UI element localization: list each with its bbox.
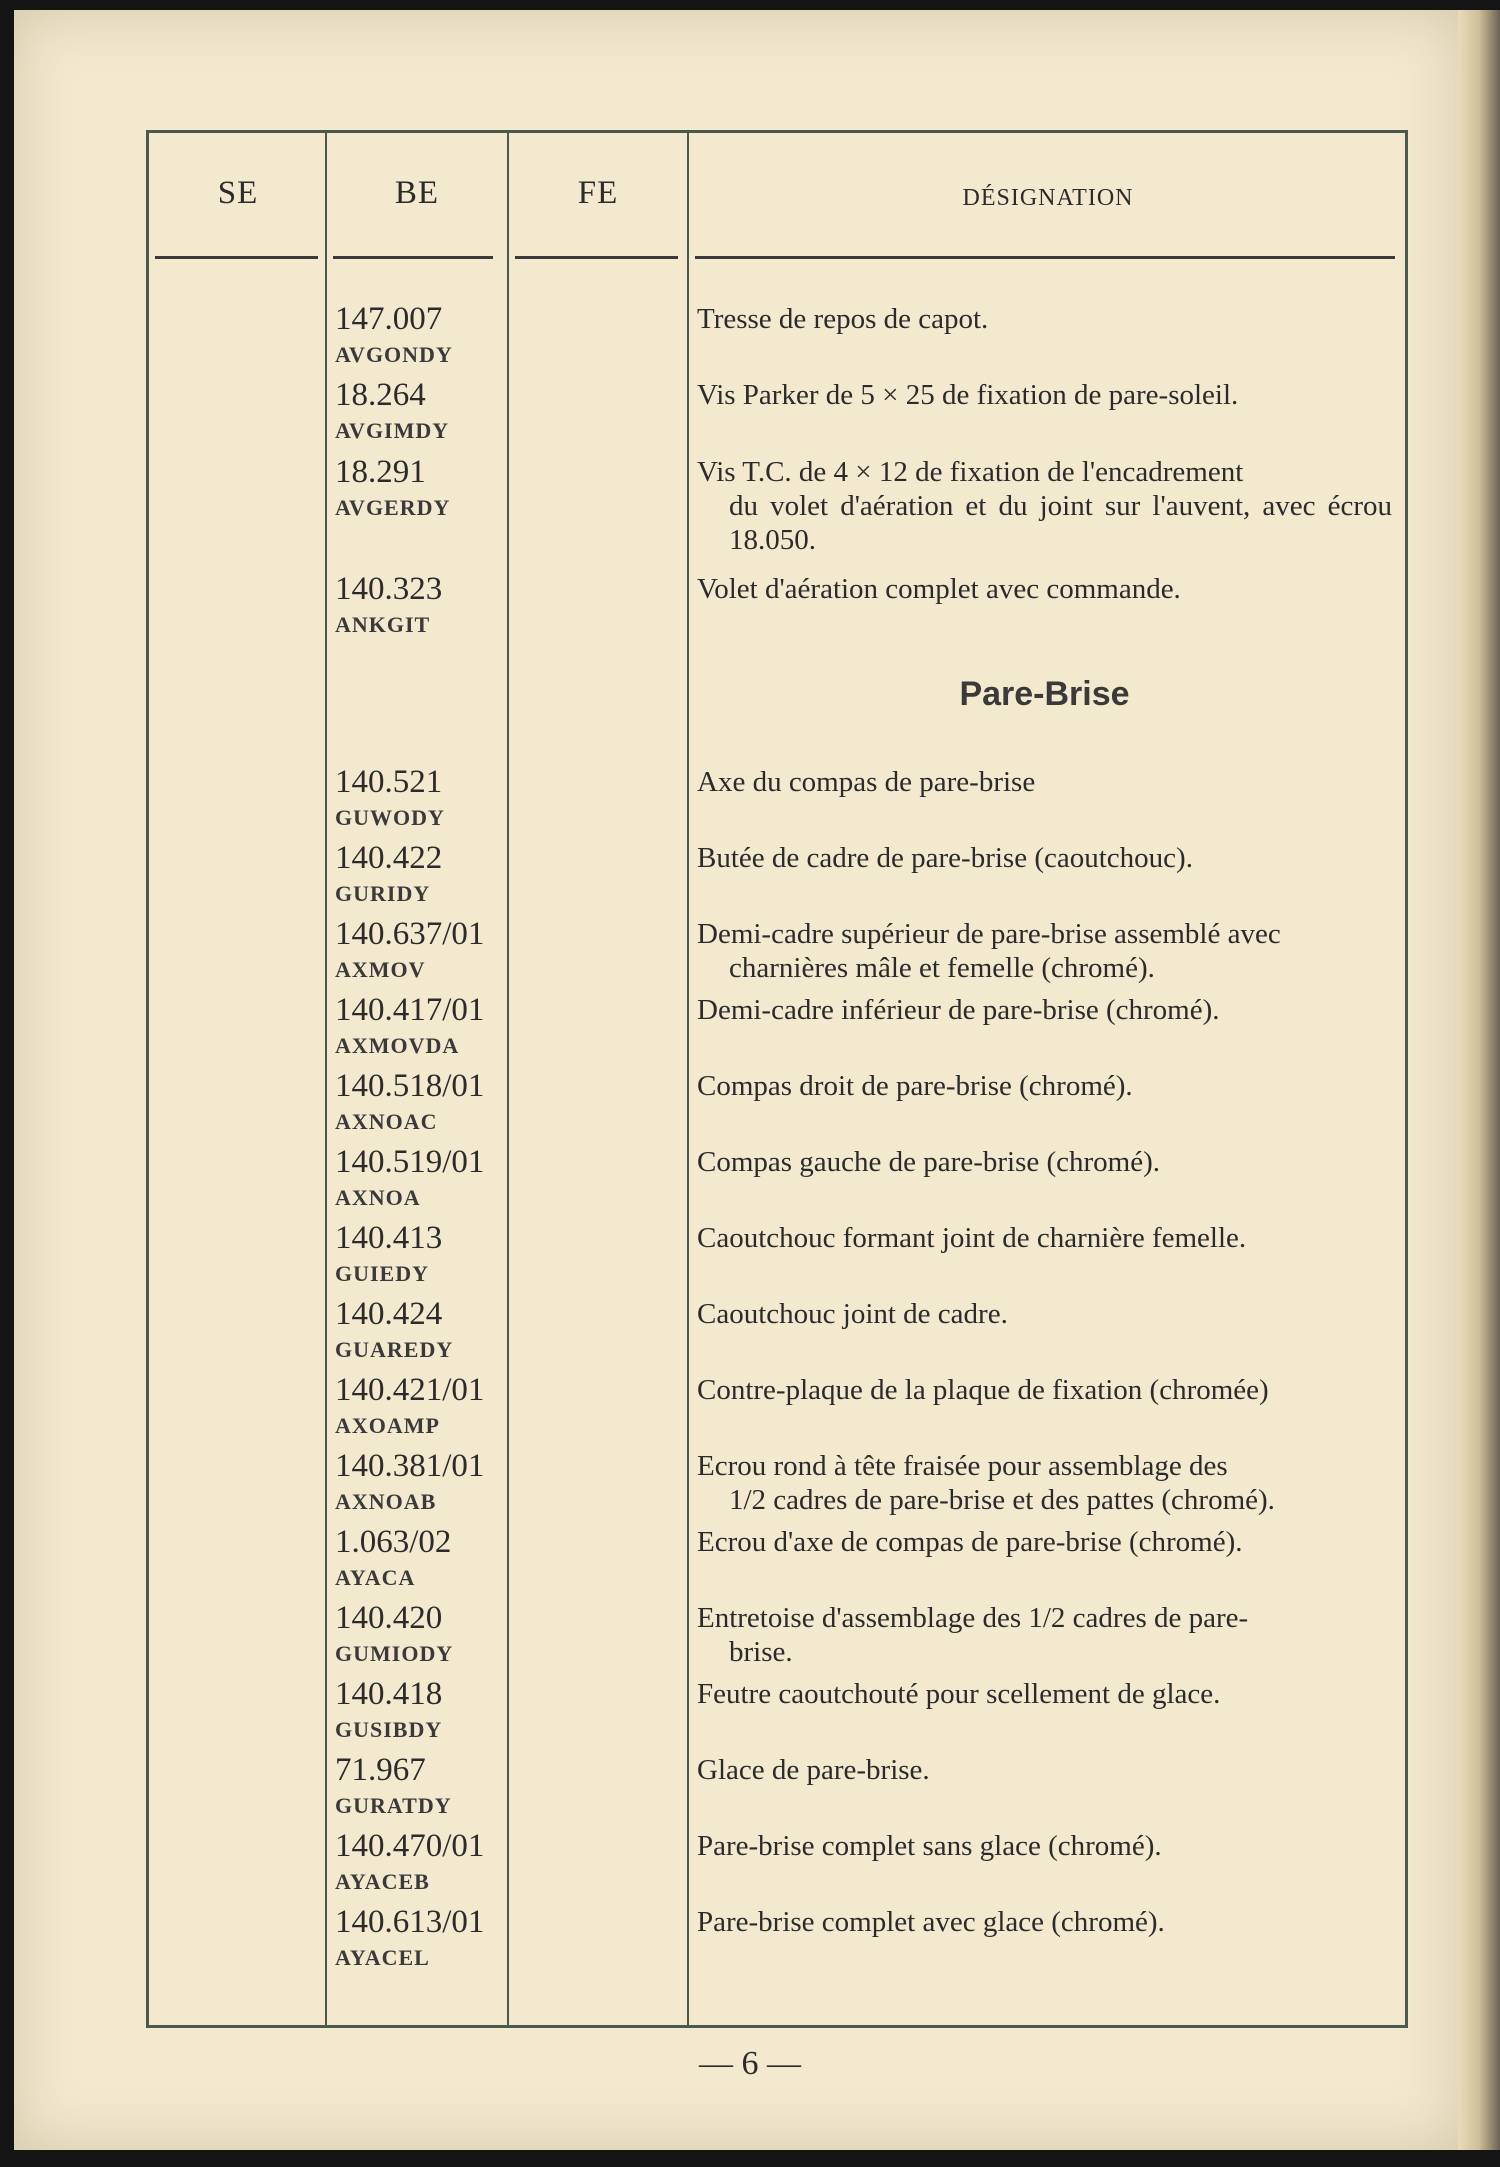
part-number: 140.417/01 — [335, 992, 485, 1028]
part-number: 140.421/01 — [335, 1372, 485, 1408]
designation-continuation: du volet d'aération et du joint sur l'auvent, avec écrou 18.050. — [729, 490, 1392, 556]
part-designation — [697, 455, 1392, 557]
part-designation — [697, 917, 1392, 985]
part-designation — [697, 1449, 1392, 1517]
part-mnemonic: ANKGIT — [335, 612, 431, 637]
part-number: 140.420 — [335, 1600, 443, 1636]
parts-row — [0, 1221, 1500, 1297]
part-number: 140.470/01 — [335, 1828, 485, 1864]
part-number: 18.264 — [335, 377, 426, 413]
part-mnemonic: AXMOV — [335, 957, 426, 982]
part-mnemonic: GURATDY — [335, 1793, 452, 1818]
part-designation: Demi-cadre inférieur de pare-brise (chromé). — [697, 994, 1220, 1026]
part-designation: Pare-brise complet sans glace (chromé). — [697, 1830, 1162, 1862]
part-number: 140.323 — [335, 571, 443, 607]
designation-continuation: 1/2 cadres de pare-brise et des pattes (chromé). — [729, 1484, 1275, 1516]
page-number: — 6 — — [699, 2045, 801, 2082]
part-designation: Ecrou d'axe de compas de pare-brise (chromé). — [697, 1526, 1243, 1558]
part-designation: Glace de pare-brise. — [697, 1754, 930, 1786]
part-designation: Feutre caoutchouté pour scellement de glace. — [697, 1678, 1221, 1710]
parts-row — [0, 572, 1500, 648]
part-mnemonic: GUWODY — [335, 805, 445, 830]
part-mnemonic: AXNOA — [335, 1185, 421, 1210]
parts-row — [0, 302, 1500, 378]
part-number: 140.637/01 — [335, 916, 485, 952]
parts-row — [0, 1145, 1500, 1221]
column-header-fe: FE — [577, 175, 619, 211]
part-designation: Volet d'aération complet avec commande. — [697, 573, 1181, 605]
part-mnemonic: AXMOVDA — [335, 1033, 460, 1058]
parts-row — [0, 378, 1500, 454]
header-rule-designation — [695, 256, 1395, 259]
part-designation: Caoutchouc joint de cadre. — [697, 1298, 1008, 1330]
part-number: 140.613/01 — [335, 1904, 485, 1940]
part-mnemonic: AYACEL — [335, 1945, 430, 1970]
section-title: Pare-Brise — [959, 675, 1130, 713]
column-header-designation: DÉSIGNATION — [962, 185, 1134, 211]
part-designation: Tresse de repos de capot. — [697, 303, 989, 335]
part-mnemonic: AVGIMDY — [335, 418, 450, 443]
parts-row — [0, 1525, 1500, 1601]
part-designation: Vis Parker de 5 × 25 de fixation de pare-soleil. — [697, 379, 1239, 411]
parts-row — [0, 1297, 1500, 1373]
part-designation: Pare-brise complet avec glace (chromé). — [697, 1906, 1165, 1938]
part-designation: Contre-plaque de la plaque de fixation (chromée) — [697, 1374, 1269, 1406]
part-number: 71.967 — [335, 1752, 426, 1788]
parts-row — [0, 917, 1500, 993]
part-designation: Compas droit de pare-brise (chromé). — [697, 1070, 1133, 1102]
part-mnemonic: AXNOAC — [335, 1109, 438, 1134]
part-designation: Axe du compas de pare-brise — [697, 766, 1036, 798]
parts-row — [0, 1677, 1500, 1753]
part-designation — [697, 1601, 1392, 1669]
part-mnemonic: GUMIODY — [335, 1641, 454, 1666]
part-number: 140.418 — [335, 1676, 443, 1712]
part-number: 140.413 — [335, 1220, 443, 1256]
part-number: 140.422 — [335, 840, 443, 876]
header-rule-be — [333, 256, 493, 259]
part-mnemonic: GUIEDY — [335, 1261, 430, 1286]
designation-continuation: brise. — [729, 1636, 793, 1668]
part-designation: Caoutchouc formant joint de charnière femelle. — [697, 1222, 1247, 1254]
designation-line: Vis T.C. de 4 × 12 de fixation de l'encadrement — [697, 456, 1244, 488]
column-header-be: BE — [394, 175, 440, 211]
header-rule-se — [155, 256, 318, 259]
part-mnemonic: GUSIBDY — [335, 1717, 443, 1742]
parts-row — [0, 1829, 1500, 1905]
part-mnemonic: GUAREDY — [335, 1337, 454, 1362]
part-number: 140.424 — [335, 1296, 443, 1332]
designation-line: Ecrou rond à tête fraisée pour assemblage des — [697, 1450, 1228, 1482]
part-mnemonic: AVGERDY — [335, 495, 451, 520]
designation-line: Demi-cadre supérieur de pare-brise assemblé avec — [697, 918, 1281, 950]
parts-row — [0, 1069, 1500, 1145]
part-number: 1.063/02 — [335, 1524, 452, 1560]
part-mnemonic: GURIDY — [335, 881, 431, 906]
part-number: 18.291 — [335, 454, 426, 490]
part-number: 140.381/01 — [335, 1448, 485, 1484]
parts-row — [0, 1905, 1500, 1981]
parts-row — [0, 455, 1500, 561]
part-mnemonic: AYACEB — [335, 1869, 430, 1894]
part-mnemonic: AYACA — [335, 1565, 416, 1590]
part-designation: Butée de cadre de pare-brise (caoutchouc). — [697, 842, 1193, 874]
part-number: 140.519/01 — [335, 1144, 485, 1180]
parts-row — [0, 765, 1500, 841]
part-number: 140.521 — [335, 764, 443, 800]
parts-row — [0, 1753, 1500, 1829]
part-number: 147.007 — [335, 301, 443, 337]
column-header-se: SE — [217, 175, 259, 211]
parts-row — [0, 1373, 1500, 1449]
parts-row — [0, 1449, 1500, 1525]
part-mnemonic: AVGONDY — [335, 342, 453, 367]
designation-continuation: charnières mâle et femelle (chromé). — [729, 952, 1155, 984]
part-number: 140.518/01 — [335, 1068, 485, 1104]
designation-line: Entretoise d'assemblage des 1/2 cadres de pare- — [697, 1602, 1249, 1634]
header-rule-fe — [515, 256, 678, 259]
parts-row — [0, 993, 1500, 1069]
parts-row — [0, 841, 1500, 917]
part-mnemonic: AXOAMP — [335, 1413, 440, 1438]
part-designation: Compas gauche de pare-brise (chromé). — [697, 1146, 1160, 1178]
part-mnemonic: AXNOAB — [335, 1489, 437, 1514]
parts-row — [0, 1601, 1500, 1677]
